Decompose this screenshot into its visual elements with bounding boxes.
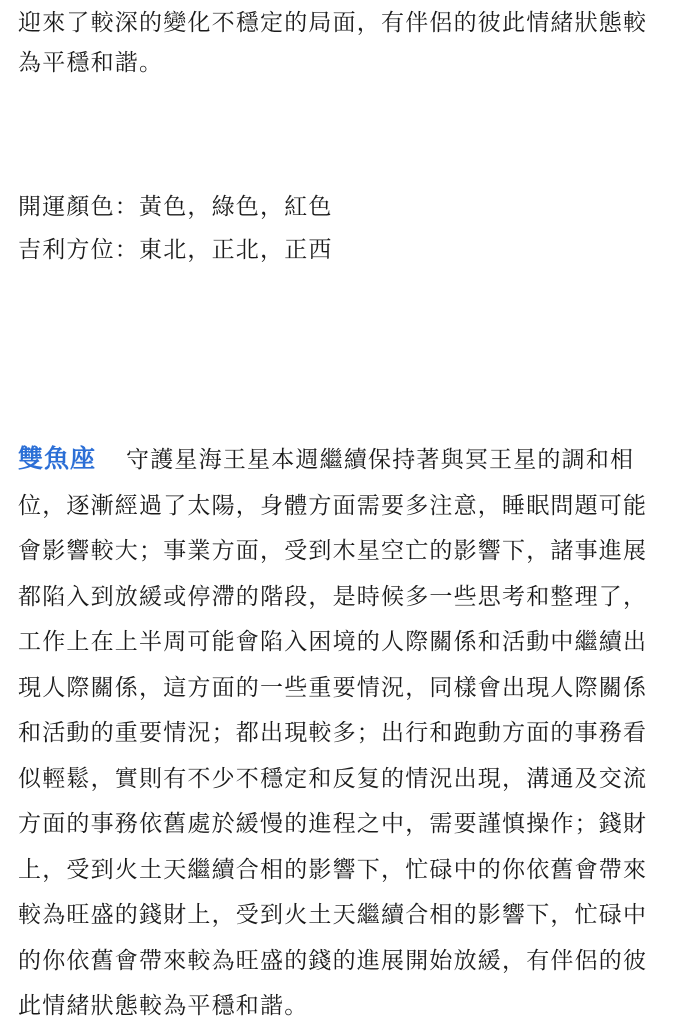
text-line: 此情緒狀態較為平穩和諧。 <box>18 993 309 1019</box>
lucky-direction-value: 東北，正北，正西 <box>139 237 333 263</box>
text-line: 會影響較大；事業方面，受到木星空亡的影響下，諸事進展 <box>18 538 648 564</box>
text-line: 上，受到火土天繼續合相的影響下，忙碌中的你依舊會帶來 <box>18 856 648 883</box>
text-line: 迎來了較深的變化不穩定的局面，有伴侶的彼此情緒狀態較 <box>18 10 648 36</box>
text-line: 位，逐漸經過了太陽，身體方面需要多注意，睡眠問題可能 <box>18 492 648 519</box>
text-line <box>18 436 670 484</box>
horoscope-article <box>18 0 670 1030</box>
lucky-color-label: 開運顏色： <box>18 194 139 220</box>
text-line: 現人際關係，這方面的一些重要情況，同樣會出現人際關係 <box>18 674 648 701</box>
lucky-direction-label: 吉利方位： <box>18 237 139 263</box>
sign-first-line: 守護星海王星本週繼續保持著與冥王星的調和相 <box>126 447 635 473</box>
lucky-color-value: 黃色，綠色，紅色 <box>139 194 333 220</box>
text-line: 較為旺盛的錢財上，受到火土天繼續合相的影響下，忙碌中 <box>18 902 648 928</box>
lucky-direction-row <box>18 229 670 272</box>
sign-title: 雙魚座 <box>18 444 97 473</box>
lucky-info <box>18 186 670 272</box>
text-line: 工作上在上半周可能會陷入困境的人際關係和活動中繼續出 <box>18 629 648 655</box>
text-line: 方面的事務依舊處於緩慢的進程之中，需要謹慎操作；錢財 <box>18 811 648 837</box>
lucky-color-row <box>18 186 670 229</box>
intro-paragraph <box>18 3 670 83</box>
pisces-section <box>18 436 670 1030</box>
text-line: 的你依舊會帶來較為旺盛的錢的進展開始放緩，有伴侶的彼 <box>18 947 648 974</box>
text-line: 和活動的重要情況；都出現較多；出行和跑動方面的事務看 <box>18 720 648 746</box>
text-line: 為平穩和諧。 <box>18 50 164 76</box>
text-line: 都陷入到放緩或停滯的階段，是時候多一些思考和整理了， <box>18 583 648 610</box>
text-line: 似輕鬆，實則有不少不穩定和反复的情況出現，溝通及交流 <box>18 765 648 792</box>
